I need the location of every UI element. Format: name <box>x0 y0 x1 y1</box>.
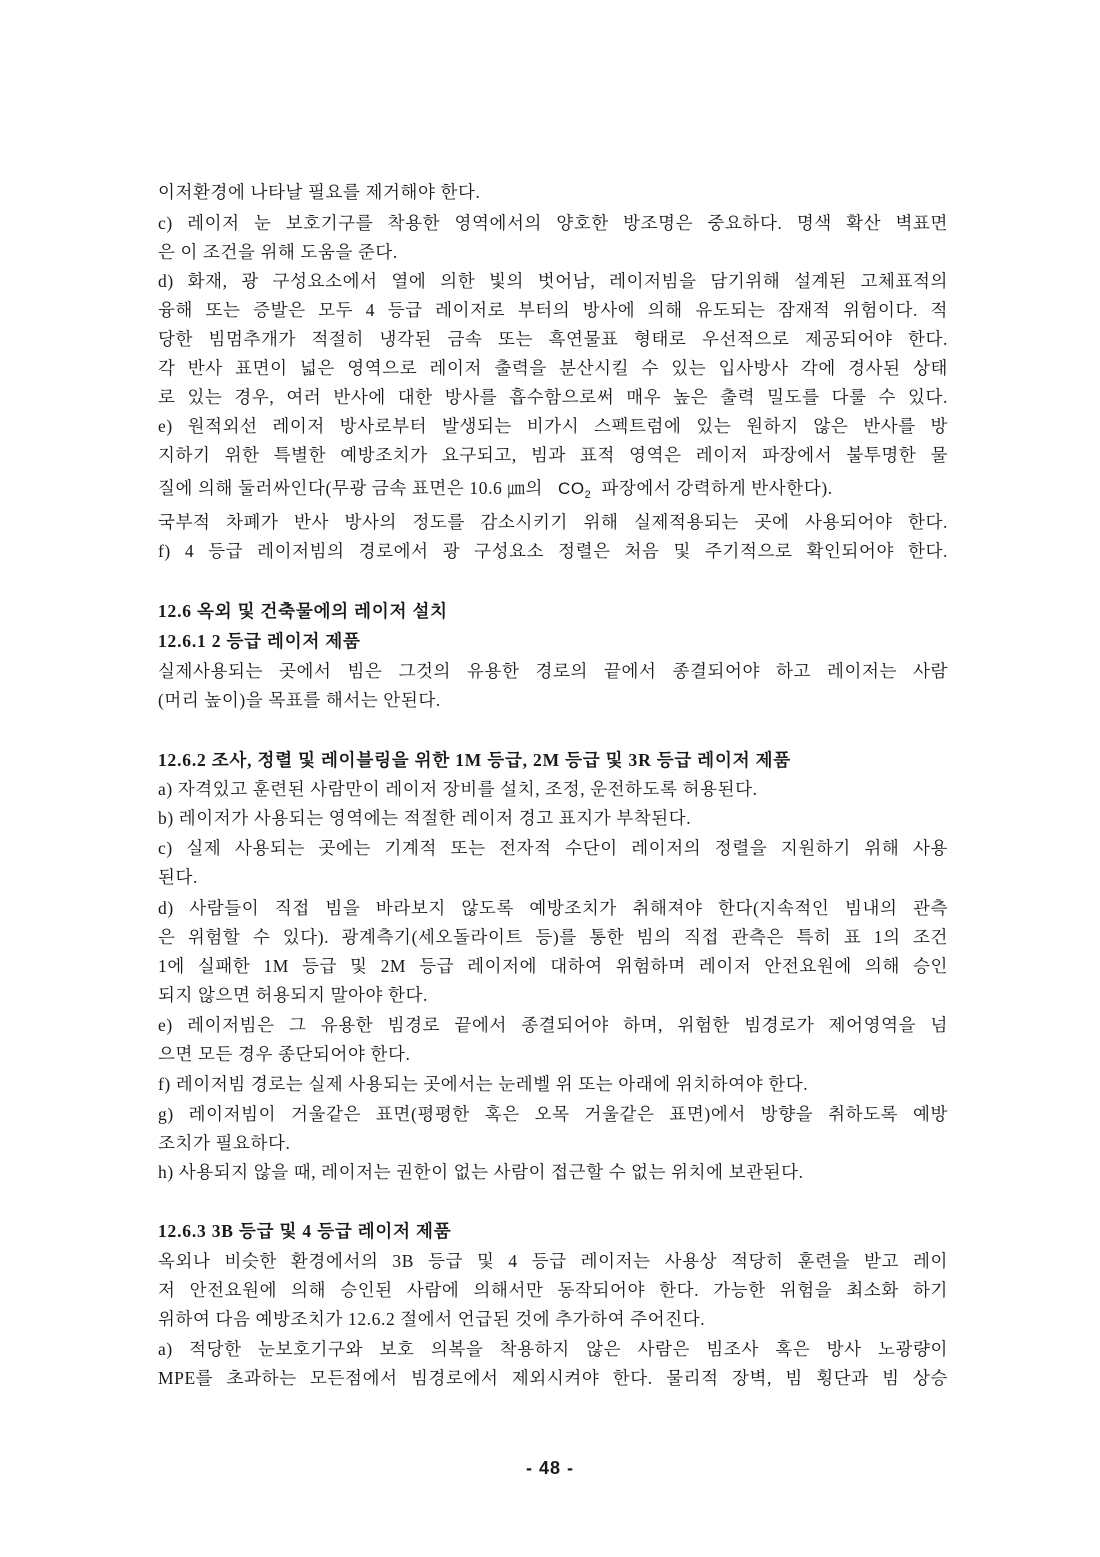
text-line: 실제사용되는 곳에서 빔은 그것의 유용한 경로의 끝에서 종결되어야 하고 레이저는 사람 <box>158 661 948 681</box>
text-line: 된다. <box>158 867 198 887</box>
text-line: f) 레이저빔 경로는 실제 사용되는 곳에서는 눈레벨 위 또는 아래에 위치하여야 한다. <box>158 1074 809 1094</box>
co2-formula <box>557 479 592 501</box>
text-line: 조치가 필요하다. <box>158 1133 291 1153</box>
text-line: c) 레이저 눈 보호기구를 착용한 영역에서의 양호한 방조명은 중요하다. 명색 확산 벽표면 <box>158 213 948 233</box>
text-line: 이저환경에 나타날 필요를 제거해야 한다. <box>158 182 481 202</box>
subsection-heading: 12.6.3 3B 등급 및 4 등급 레이저 제품 <box>158 1221 452 1241</box>
text-line: 지하기 위한 특별한 예방조치가 요구되고, 빔과 표적 영역은 레이저 파장에서 불투명한 물 <box>158 445 948 465</box>
text-line: b) 레이저가 사용되는 영역에는 적절한 레이저 경고 표지가 부착된다. <box>158 808 692 828</box>
text-line: 은 이 조건을 위해 도움을 준다. <box>158 242 398 262</box>
text-line: a) 자격있고 훈련된 사람만이 레이저 장비를 설치, 조정, 운전하도록 허용된다. <box>158 779 758 799</box>
text-line: 융해 또는 증발은 모두 4 등급 레이저로 부터의 방사에 의해 유도되는 잠재적 위험이다. 적 <box>158 300 948 320</box>
text-segment: 파장에서 강력하게 반사한다). <box>601 478 833 498</box>
text-segment: 질에 의해 둘러싸인다(무광 금속 표면은 10.6 ㎛의 <box>158 478 543 498</box>
text-line: 저 안전요원에 의해 승인된 사람에 의해서만 동작되어야 한다. 가능한 위험을 최소화 하기 <box>158 1280 948 1300</box>
text-line: 로 있는 경우, 여러 반사에 대한 방사를 흡수함으로써 매우 높은 출력 밀도를 다룰 수 있다. <box>158 387 948 407</box>
text-line: 되지 않으면 허용되지 말아야 한다. <box>158 985 428 1005</box>
text-line: 위하여 다음 예방조치가 12.6.2 절에서 언급된 것에 추가하여 주어진다. <box>158 1309 706 1329</box>
text-line: 으면 모든 경우 종단되어야 한다. <box>158 1044 411 1064</box>
text-line: e) 원적외선 레이저 방사로부터 발생되는 비가시 스펙트럼에 있는 원하지 않은 반사를 방 <box>158 416 948 436</box>
text-line-co2 <box>158 476 948 507</box>
text-line: 국부적 차폐가 반사 방사의 정도를 감소시키기 위해 실제적용되는 곳에 사용되어야 한다. <box>158 512 948 532</box>
co2-base: CO <box>557 479 585 498</box>
subsection-heading: 12.6.1 2 등급 레이저 제품 <box>158 631 361 651</box>
text-line: 옥외나 비슷한 환경에서의 3B 등급 및 4 등급 레이저는 사용상 적당히 훈련을 받고 레이 <box>158 1251 948 1271</box>
text-line: g) 레이저빔이 거울같은 표면(평평한 혹은 오목 거울같은 표면)에서 방향을 취하도록 예방 <box>158 1104 948 1124</box>
subsection-heading: 12.6.2 조사, 정렬 및 레이블링을 위한 1M 등급, 2M 등급 및 3R 등급 레이저 제품 <box>158 750 791 770</box>
text-line: (머리 높이)을 목표를 해서는 안된다. <box>158 690 441 710</box>
text-line: 1에 실패한 1M 등급 및 2M 등급 레이저에 대하여 위험하며 레이저 안전요원에 의해 승인 <box>158 956 948 976</box>
text-line: f) 4 등급 레이저빔의 경로에서 광 구성요소 정렬은 처음 및 주기적으로 확인되어야 한다. <box>158 541 948 561</box>
text-line: MPE를 초과하는 모든점에서 빔경로에서 제외시켜야 한다. 물리적 장벽, 빔 횡단과 빔 상승 <box>158 1368 948 1388</box>
text-line: e) 레이저빔은 그 유용한 빔경로 끝에서 종결되어야 하며, 위험한 빔경로가 제어영역을 넘 <box>158 1015 948 1035</box>
page-number: - 48 - <box>525 1458 574 1478</box>
text-line: c) 실제 사용되는 곳에는 기계적 또는 전자적 수단이 레이저의 정렬을 지원하기 위해 사용 <box>158 838 948 858</box>
text-line: 당한 빔멈추개가 적절히 냉각된 금속 또는 흑연물표 형태로 우선적으로 제공되어야 한다. <box>158 329 948 349</box>
text-line: a) 적당한 눈보호기구와 보호 의복을 착용하지 않은 사람은 빔조사 혹은 방사 노광량이 <box>158 1339 948 1359</box>
text-line: h) 사용되지 않을 때, 레이저는 권한이 없는 사람이 접근할 수 없는 위치에 보관된다. <box>158 1162 804 1182</box>
co2-subscript: 2 <box>584 489 592 501</box>
section-heading: 12.6 옥외 및 건축물에의 레이저 설치 <box>158 601 448 621</box>
text-line: d) 사람들이 직접 빔을 바라보지 않도록 예방조치가 취해져야 한다(지속적인 빔내의 관측 <box>158 898 948 918</box>
text-line: d) 화재, 광 구성요소에서 열에 의한 빛의 벗어남, 레이저빔을 담기위해 설계된 고체표적의 <box>158 271 948 291</box>
text-line: 각 반사 표면이 넓은 영역으로 레이저 출력을 분산시킬 수 있는 입사방사 각에 경사된 상태 <box>158 358 948 378</box>
text-line: 은 위험할 수 있다). 광계측기(세오돌라이트 등)를 통한 빔의 직접 관측은 특히 표 1의 조건 <box>158 927 948 947</box>
